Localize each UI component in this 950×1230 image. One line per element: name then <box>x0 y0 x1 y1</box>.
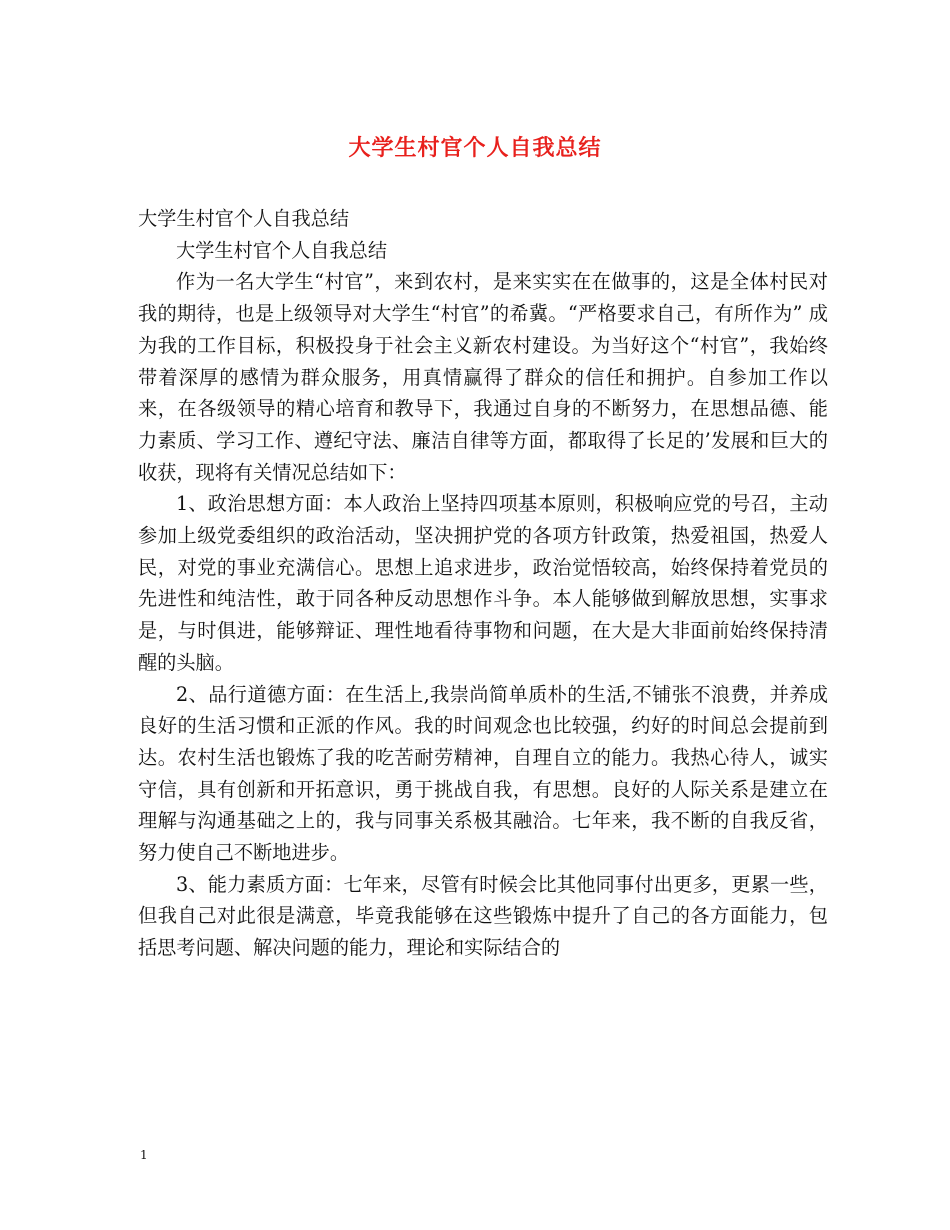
page-number: 1 <box>140 1148 148 1162</box>
political-thought-paragraph: 1、政治思想方面：本人政治上坚持四项基本原则，积极响应党的号召，主动参加上级党委组织的政治活动，坚决拥护党的各项方针政策，热爱祖国，热爱人民，对党的事业充满信心。思想上追求进步，政治觉悟较高，始终保持着党员的先进性和纯洁性，敢于同各种反动思想作斗争。本人能够做到解放思想，实事求是，与时俱进，能够辩证、理性地看待事物和问题，在大是大非面前始终保持清醒的头脑。 <box>138 492 828 674</box>
moral-conduct-paragraph: 2、品行道德方面：在生活上,我崇尚简单质朴的生活,不铺张不浪费，并养成良好的生活习惯和正派的作风。我的时间观念也比较强，约好的时间总会提前到达。农村生活也锻炼了我的吃苦耐劳精神，自理自立的能力。我热心待人，诚实守信，具有创新和开拓意识，勇于挑战自我，有思想。良好的人际关系是建立在理解与沟通基础之上的，我与同事关系极其融洽。七年来，我不断的自我反省，努力使自己不断地进步。 <box>138 682 828 865</box>
subheading-line: 大学生村官个人自我总结 <box>176 238 388 262</box>
heading-line: 大学生村官个人自我总结 <box>138 207 350 230</box>
document-body <box>138 203 828 964</box>
intro-paragraph: 作为一名大学生“村官”，来到农村，是来实实在在做事的，这是全体村民对我的期待，也是上级领导对大学生“村官”的希冀。“严格要求自己，有所作为” 成为我的工作目标，积极投身于社会主义新农村建设。为当好这个“村官”，我始终带着深厚的感情为群众服务，用真情赢得了群众的信任和拥护。自参加工作以来，在各级领导的精心培育和教导下，我通过自身的不断努力，在思想品德、能力素质、学习工作、遵纪守法、廉洁自律等方面，都取得了长足的’发展和巨大的收获，现将有关情况总结如下： <box>138 270 828 484</box>
document-title: 大学生村官个人自我总结 <box>348 135 602 161</box>
ability-quality-paragraph: 3、能力素质方面：七年来，尽管有时候会比其他同事付出更多，更累一些，但我自己对此很是满意，毕竟我能够在这些锻炼中提升了自己的各方面能力，包括思考问题、解决问题的能力，理论和实际结合的 <box>138 872 828 960</box>
